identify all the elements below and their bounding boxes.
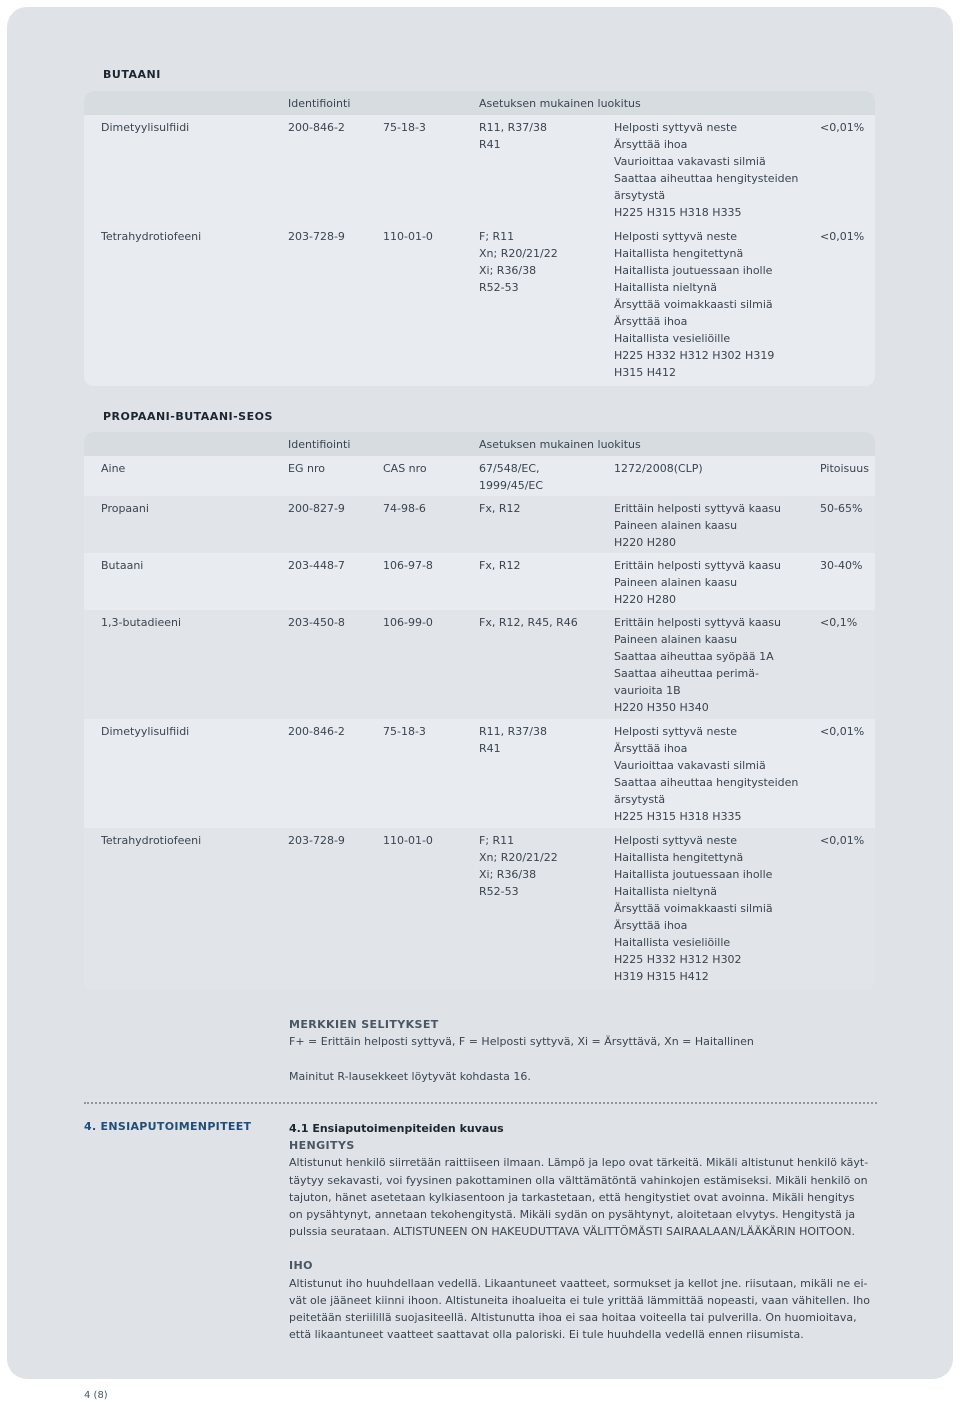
text-line: Fx, R12 [479,559,521,572]
notes-r-reference: Mainitut R-lausekkeet löytyvät kohdasta 16. [289,1070,531,1083]
cell-aine: Tetrahydrotiofeeni [101,230,202,243]
cell-aine: 1,3-butadieeni [101,616,182,629]
hengitys-title: HENGITYS [289,1139,355,1153]
text-line: vät ole jääneet kiinni ihoon. Altistuneita ihoalueita ei tule yrittää lämmittää nopeasti, vaan vähitellen. Iho [289,1293,871,1307]
text-line: Fx, R12 [479,502,521,515]
table-seos [84,432,875,990]
cell-pitoisuus: <0,01% [820,834,865,847]
text-line: Haitallista nieltynä [614,281,717,294]
text-line: täytyy sekavasti, voi fyysinen pakottaminen olla välttämätöntä vahinkojen estämiseksi. Mikäli henkilö on [289,1173,868,1187]
cell-cas: 75-18-3 [383,121,426,134]
cell-eg: 203-728-9 [288,230,345,243]
section-title-butaani: BUTAANI [103,68,161,81]
table-header [84,432,875,456]
text-line: Xi; R36/38 [479,264,537,277]
notes-legend: F+ = Erittäin helposti syttyvä, F = Helposti syttyvä, Xi = Ärsyttävä, Xn = Haitallinen [289,1035,754,1048]
text-line: ärsytystä [614,189,666,202]
iho-text [289,1275,879,1344]
text-line: Haitallista vesieliöille [614,936,731,949]
text-line: Ärsyttää voimakkaasti silmiä [614,902,773,915]
cell-clp [614,228,774,381]
text-line: Paineen alainen kaasu [614,633,738,646]
col-pitoisuus: Pitoisuus [820,462,869,475]
text-line: on pysähtynyt, annetaan tekohengitystä. Mikäli sydän on pysähtynyt, aloitetaan elvytys. Hengitystä ja [289,1208,856,1222]
cell-cas: 106-97-8 [383,559,433,572]
text-line: ärsytystä [614,793,666,806]
iho-title: IHO [289,1259,313,1273]
text-line: Helposti syttyvä neste [614,725,738,738]
col-cas: CAS nro [383,462,427,475]
cell-cas: 106-99-0 [383,616,433,629]
hengitys-text [289,1154,879,1240]
cell-cas: 75-18-3 [383,725,426,738]
text-line: Helposti syttyvä neste [614,121,738,134]
notes-title: MERKKIEN SELITYKSET [289,1018,439,1031]
table-row [84,828,875,990]
text-line: Saattaa aiheuttaa hengitysteiden [614,172,799,185]
cell-r [479,832,558,900]
text-line: Saattaa aiheuttaa hengitysteiden [614,776,799,789]
text-line: Paineen alainen kaasu [614,576,738,589]
text-line: Haitallista joutuessaan iholle [614,264,773,277]
text-line: Haitallista nieltynä [614,885,717,898]
text-line: H220 H280 [614,593,677,606]
text-line: tajuton, hänet asetetaan kylkiasentoon ja tarkastetaan, että hengitystiet ovat avoinna. Mikäli hengitys [289,1190,855,1204]
section-title-seos: PROPAANI-BUTAANI-SEOS [103,410,273,423]
cell-clp [614,557,781,608]
cell-aine: Dimetyylisulfiidi [101,725,190,738]
header-luokitus: Asetuksen mukainen luokitus [479,97,641,110]
cell-pitoisuus: <0,01% [820,725,865,738]
text-line: Haitallista joutuessaan iholle [614,868,773,881]
cell-pitoisuus: <0,1% [820,616,858,629]
text-line: Paineen alainen kaasu [614,519,738,532]
text-line: Fx, R12, R45, R46 [479,616,578,629]
text-line: Vaurioittaa vakavasti silmiä [614,155,766,168]
table-header [84,91,875,115]
text-line: H225 H332 H312 H302 H319 [614,349,775,362]
table-row [84,224,875,386]
cell-r [479,119,547,153]
text-line: vaurioita 1B [614,684,681,697]
cell-cas: 110-01-0 [383,230,433,243]
text-line: Vaurioittaa vakavasti silmiä [614,759,766,772]
cell-eg: 200-846-2 [288,725,345,738]
col-eg: EG nro [288,462,325,475]
header-luokitus: Asetuksen mukainen luokitus [479,438,641,451]
cell-r [479,723,547,757]
text-line: R11, R37/38 [479,725,547,738]
cell-eg: 203-728-9 [288,834,345,847]
text-line: Saattaa aiheuttaa syöpää 1A [614,650,774,663]
column-header-row [84,456,875,496]
text-line: R52-53 [479,885,519,898]
text-line: 1999/45/EC [479,479,544,492]
text-line: peitetään steriilillä suojasiteellä. Altistunutta ihoa ei saa hoitaa voiteella tai pulverilla. On huomioitava, [289,1311,857,1325]
text-line: Ärsyttää ihoa [614,742,688,755]
text-line: Haitallista vesieliöille [614,332,731,345]
table-row [84,553,875,610]
cell-clp [614,614,781,716]
text-line: H319 H315 H412 [614,970,709,983]
text-line: Erittäin helposti syttyvä kaasu [614,502,782,515]
section-divider [84,1102,877,1104]
text-line: Erittäin helposti syttyvä kaasu [614,616,782,629]
cell-clp [614,723,798,825]
text-line: Ärsyttää ihoa [614,919,688,932]
text-line: 67/548/EC, [479,462,540,475]
col-r [479,460,543,494]
cell-clp [614,500,781,551]
cell-pitoisuus: 50-65% [820,502,863,515]
text-line: Altistunut henkilö siirretään raittiiseen ilmaan. Lämpö ja lepo ovat tärkeitä. Mikäli altistunut henkilö käyt- [289,1156,869,1170]
text-line: Erittäin helposti syttyvä kaasu [614,559,782,572]
cell-aine: Dimetyylisulfiidi [101,121,190,134]
cell-pitoisuus: <0,01% [820,230,865,243]
text-line: Saattaa aiheuttaa perimä- [614,667,759,680]
cell-r [479,228,558,296]
section-4-heading: 4.1 Ensiaputoimenpiteiden kuvaus [289,1122,504,1135]
page-number: 4 (8) [84,1390,108,1401]
cell-eg: 203-450-8 [288,616,345,629]
cell-clp [614,119,798,221]
text-line: Haitallista hengitettynä [614,851,744,864]
cell-clp [614,832,773,985]
cell-r [479,557,520,574]
cell-cas: 74-98-6 [383,502,426,515]
section-4-content [289,1120,879,1343]
text-line: R11, R37/38 [479,121,547,134]
cell-eg: 200-846-2 [288,121,345,134]
table-row [84,719,875,828]
text-line: F; R11 [479,834,515,847]
cell-r [479,500,520,517]
text-line: H225 H332 H312 H302 [614,953,742,966]
text-line: Ärsyttää ihoa [614,138,688,151]
text-line: H220 H350 H340 [614,701,709,714]
text-line: R41 [479,138,501,151]
text-line: R52-53 [479,281,519,294]
text-line: Haitallista hengitettynä [614,247,744,260]
text-line: Helposti syttyvä neste [614,834,738,847]
table-row [84,610,875,719]
cell-eg: 200-827-9 [288,502,345,515]
text-line: Altistunut iho huuhdellaan vedellä. Likaantuneet vaatteet, sormukset ja kellot jne. riisutaan, mikäli ne ei- [289,1276,868,1290]
text-line: pulssia seurataan. ALTISTUNEEN ON HAKEUDUTTAVA VÄLITTÖMÄSTI SAIRAALAAN/LÄÄKÄRIN HOITOON. [289,1225,856,1239]
header-identifiointi: Identifiointi [288,97,351,110]
col-clp: 1272/2008(CLP) [614,462,703,475]
cell-aine: Tetrahydrotiofeeni [101,834,202,847]
text-line: Ärsyttää ihoa [614,315,688,328]
cell-aine: Propaani [101,502,149,515]
text-line: Helposti syttyvä neste [614,230,738,243]
text-line: R41 [479,742,501,755]
header-identifiointi: Identifiointi [288,438,351,451]
text-line: Ärsyttää voimakkaasti silmiä [614,298,773,311]
text-line: H225 H315 H318 H335 [614,810,742,823]
cell-aine: Butaani [101,559,144,572]
text-line: H315 H412 [614,366,677,379]
cell-cas: 110-01-0 [383,834,433,847]
cell-eg: 203-448-7 [288,559,345,572]
table-row [84,115,875,224]
text-line: Xn; R20/21/22 [479,247,558,260]
text-line: että likaantuneet vaatteet saattavat olla paloriski. Ei tule huuhdella vedellä ennen riisumista. [289,1328,804,1342]
cell-pitoisuus: <0,01% [820,121,865,134]
text-line: H220 H280 [614,536,677,549]
text-line: Xn; R20/21/22 [479,851,558,864]
section-4-label: 4. ENSIAPUTOIMENPITEET [84,1120,252,1133]
table-row [84,496,875,553]
text-line: F; R11 [479,230,515,243]
text-line: Xi; R36/38 [479,868,537,881]
notes-block [289,1016,754,1085]
cell-r [479,614,578,631]
text-line: H225 H315 H318 H335 [614,206,742,219]
cell-pitoisuus: 30-40% [820,559,863,572]
table-butaani [84,91,875,386]
col-aine: Aine [101,462,126,475]
